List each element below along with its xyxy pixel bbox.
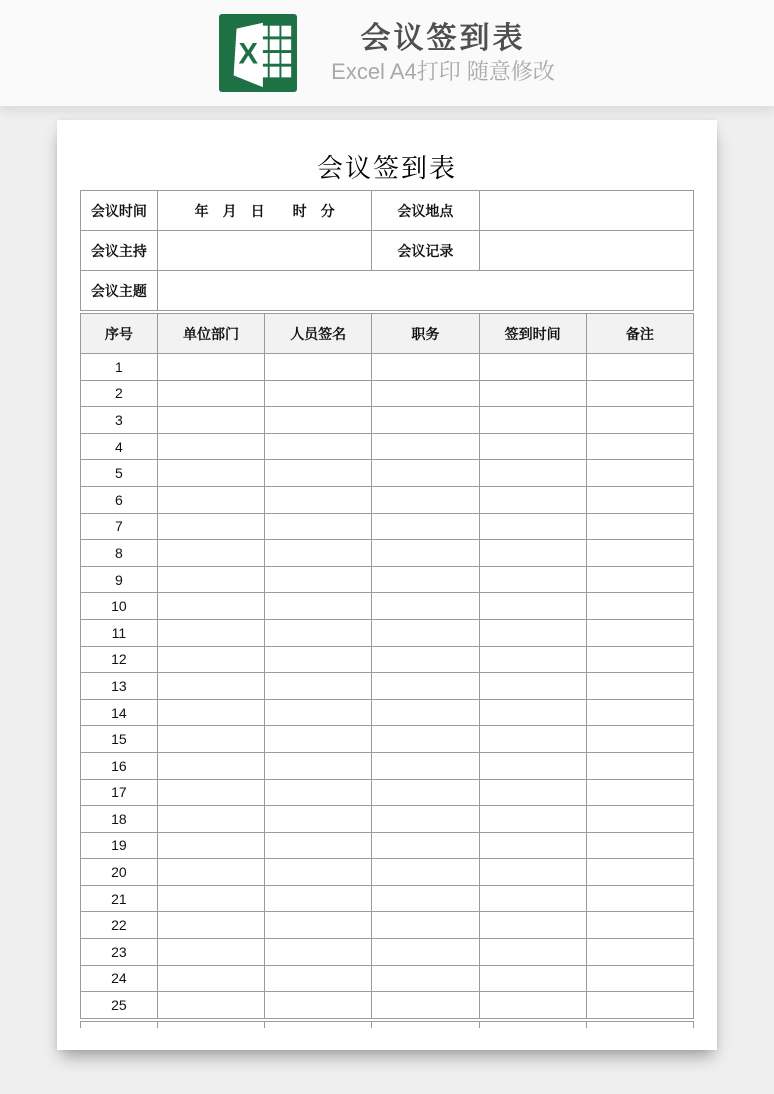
empty-cell bbox=[157, 460, 264, 487]
empty-cell bbox=[479, 380, 586, 407]
table-row bbox=[81, 486, 694, 513]
empty-cell bbox=[265, 752, 372, 779]
empty-cell bbox=[479, 566, 586, 593]
clipped-cell bbox=[372, 1022, 479, 1028]
empty-cell bbox=[586, 859, 693, 886]
row-number-cell: 24 bbox=[81, 965, 158, 992]
clipped-cell bbox=[81, 1022, 158, 1028]
table-row-clipped bbox=[80, 1021, 694, 1028]
empty-cell bbox=[586, 566, 693, 593]
empty-cell bbox=[157, 806, 264, 833]
empty-cell bbox=[157, 380, 264, 407]
meeting-info-table bbox=[80, 190, 694, 311]
value-meeting-topic bbox=[157, 271, 693, 311]
empty-cell bbox=[479, 593, 586, 620]
row-number-cell: 12 bbox=[81, 646, 158, 673]
empty-cell bbox=[157, 752, 264, 779]
empty-cell bbox=[372, 460, 479, 487]
empty-cell bbox=[372, 779, 479, 806]
column-header: 职务 bbox=[372, 314, 479, 354]
empty-cell bbox=[586, 619, 693, 646]
excel-icon bbox=[219, 14, 297, 92]
info-row-host-recorder bbox=[81, 231, 694, 271]
empty-cell bbox=[372, 566, 479, 593]
empty-cell bbox=[479, 939, 586, 966]
empty-cell bbox=[265, 779, 372, 806]
table-row bbox=[81, 752, 694, 779]
column-header: 单位部门 bbox=[157, 314, 264, 354]
row-number-cell: 21 bbox=[81, 885, 158, 912]
empty-cell bbox=[586, 460, 693, 487]
column-header: 人员签名 bbox=[265, 314, 372, 354]
empty-cell bbox=[265, 726, 372, 753]
empty-cell bbox=[157, 486, 264, 513]
empty-cell bbox=[157, 912, 264, 939]
table-row bbox=[81, 460, 694, 487]
row-number-cell: 18 bbox=[81, 806, 158, 833]
empty-cell bbox=[265, 486, 372, 513]
empty-cell bbox=[479, 779, 586, 806]
empty-cell bbox=[479, 486, 586, 513]
empty-cell bbox=[265, 992, 372, 1019]
empty-cell bbox=[265, 540, 372, 567]
table-row bbox=[81, 673, 694, 700]
empty-cell bbox=[479, 407, 586, 434]
row-number-cell: 3 bbox=[81, 407, 158, 434]
empty-cell bbox=[372, 513, 479, 540]
empty-cell bbox=[265, 965, 372, 992]
label-meeting-place: 会议地点 bbox=[372, 191, 479, 231]
empty-cell bbox=[586, 885, 693, 912]
empty-cell bbox=[372, 752, 479, 779]
row-number-cell: 16 bbox=[81, 752, 158, 779]
table-row bbox=[81, 699, 694, 726]
info-row-time-place bbox=[81, 191, 694, 231]
empty-cell bbox=[157, 354, 264, 381]
empty-cell bbox=[586, 965, 693, 992]
empty-cell bbox=[157, 513, 264, 540]
table-row bbox=[81, 726, 694, 753]
empty-cell bbox=[372, 486, 479, 513]
label-meeting-host: 会议主持 bbox=[81, 231, 158, 271]
column-header: 序号 bbox=[81, 314, 158, 354]
empty-cell bbox=[157, 965, 264, 992]
row-number-cell: 14 bbox=[81, 699, 158, 726]
empty-cell bbox=[479, 885, 586, 912]
table-row bbox=[81, 540, 694, 567]
empty-cell bbox=[372, 726, 479, 753]
empty-cell bbox=[372, 433, 479, 460]
table-row bbox=[81, 885, 694, 912]
table-row bbox=[81, 407, 694, 434]
row-number-cell: 19 bbox=[81, 832, 158, 859]
clipped-cell bbox=[265, 1022, 372, 1028]
empty-cell bbox=[265, 859, 372, 886]
empty-cell bbox=[157, 832, 264, 859]
empty-cell bbox=[265, 646, 372, 673]
table-row bbox=[81, 513, 694, 540]
empty-cell bbox=[372, 540, 479, 567]
empty-cell bbox=[372, 965, 479, 992]
column-header: 备注 bbox=[586, 314, 693, 354]
empty-cell bbox=[479, 699, 586, 726]
table-row bbox=[81, 806, 694, 833]
empty-cell bbox=[586, 486, 693, 513]
row-number-cell: 5 bbox=[81, 460, 158, 487]
empty-cell bbox=[479, 433, 586, 460]
empty-cell bbox=[586, 726, 693, 753]
document-page bbox=[57, 120, 717, 1050]
empty-cell bbox=[265, 433, 372, 460]
empty-cell bbox=[479, 859, 586, 886]
table-row bbox=[81, 619, 694, 646]
row-number-cell: 17 bbox=[81, 779, 158, 806]
row-number-cell: 6 bbox=[81, 486, 158, 513]
empty-cell bbox=[586, 992, 693, 1019]
empty-cell bbox=[372, 673, 479, 700]
empty-cell bbox=[157, 939, 264, 966]
empty-cell bbox=[586, 832, 693, 859]
empty-cell bbox=[265, 806, 372, 833]
empty-cell bbox=[372, 380, 479, 407]
clipped-cell bbox=[480, 1022, 587, 1028]
site-header bbox=[0, 0, 774, 106]
empty-cell bbox=[157, 859, 264, 886]
table-row bbox=[81, 646, 694, 673]
empty-cell bbox=[372, 939, 479, 966]
row-number-cell: 1 bbox=[81, 354, 158, 381]
table-row bbox=[81, 832, 694, 859]
empty-cell bbox=[586, 433, 693, 460]
empty-cell bbox=[265, 407, 372, 434]
column-header: 签到时间 bbox=[479, 314, 586, 354]
empty-cell bbox=[372, 912, 479, 939]
table-row bbox=[81, 593, 694, 620]
empty-cell bbox=[265, 885, 372, 912]
empty-cell bbox=[265, 619, 372, 646]
empty-cell bbox=[586, 646, 693, 673]
table-row bbox=[81, 433, 694, 460]
empty-cell bbox=[586, 939, 693, 966]
empty-cell bbox=[157, 407, 264, 434]
empty-cell bbox=[479, 965, 586, 992]
table-row bbox=[81, 912, 694, 939]
empty-cell bbox=[479, 726, 586, 753]
empty-cell bbox=[586, 699, 693, 726]
empty-cell bbox=[372, 619, 479, 646]
empty-cell bbox=[157, 566, 264, 593]
empty-cell bbox=[586, 752, 693, 779]
row-number-cell: 25 bbox=[81, 992, 158, 1019]
label-meeting-recorder: 会议记录 bbox=[372, 231, 479, 271]
empty-cell bbox=[265, 912, 372, 939]
banner-title: 会议签到表 bbox=[360, 21, 526, 55]
row-number-cell: 15 bbox=[81, 726, 158, 753]
table-row bbox=[81, 939, 694, 966]
value-meeting-place bbox=[479, 191, 693, 231]
empty-cell bbox=[157, 726, 264, 753]
doc-title: 会议签到表 bbox=[316, 153, 457, 183]
empty-cell bbox=[372, 354, 479, 381]
row-number-cell: 8 bbox=[81, 540, 158, 567]
excel-letter: X bbox=[238, 38, 259, 71]
empty-cell bbox=[265, 939, 372, 966]
empty-cell bbox=[586, 779, 693, 806]
table-row bbox=[81, 380, 694, 407]
empty-cell bbox=[265, 673, 372, 700]
empty-cell bbox=[586, 407, 693, 434]
empty-cell bbox=[372, 832, 479, 859]
label-meeting-time: 会议时间 bbox=[81, 191, 158, 231]
header-row bbox=[81, 314, 694, 354]
empty-cell bbox=[479, 354, 586, 381]
empty-cell bbox=[479, 806, 586, 833]
value-meeting-time: 年 月 日 时 分 bbox=[157, 191, 371, 231]
empty-cell bbox=[479, 460, 586, 487]
empty-cell bbox=[586, 540, 693, 567]
empty-cell bbox=[372, 593, 479, 620]
empty-cell bbox=[265, 513, 372, 540]
table-row bbox=[81, 566, 694, 593]
empty-cell bbox=[586, 513, 693, 540]
empty-cell bbox=[157, 885, 264, 912]
empty-cell bbox=[372, 885, 479, 912]
row-number-cell: 20 bbox=[81, 859, 158, 886]
empty-cell bbox=[479, 673, 586, 700]
empty-cell bbox=[586, 673, 693, 700]
signin-table bbox=[80, 313, 694, 1019]
empty-cell bbox=[372, 407, 479, 434]
empty-cell bbox=[479, 513, 586, 540]
table-row bbox=[81, 354, 694, 381]
empty-cell bbox=[157, 673, 264, 700]
clipped-cell bbox=[587, 1022, 694, 1028]
row-number-cell: 10 bbox=[81, 593, 158, 620]
info-row-topic bbox=[81, 271, 694, 311]
empty-cell bbox=[157, 779, 264, 806]
empty-cell bbox=[157, 646, 264, 673]
empty-cell bbox=[479, 992, 586, 1019]
table-row bbox=[81, 779, 694, 806]
row-number-cell: 9 bbox=[81, 566, 158, 593]
empty-cell bbox=[265, 354, 372, 381]
table-row bbox=[81, 965, 694, 992]
banner-subtitle: Excel A4打印 随意修改 bbox=[331, 58, 555, 84]
row-number-cell: 11 bbox=[81, 619, 158, 646]
empty-cell bbox=[157, 593, 264, 620]
table-row bbox=[81, 859, 694, 886]
empty-cell bbox=[157, 433, 264, 460]
empty-cell bbox=[265, 380, 372, 407]
empty-cell bbox=[586, 806, 693, 833]
empty-cell bbox=[372, 992, 479, 1019]
row-number-cell: 22 bbox=[81, 912, 158, 939]
clipped-cell bbox=[158, 1022, 265, 1028]
empty-cell bbox=[265, 699, 372, 726]
empty-cell bbox=[157, 540, 264, 567]
empty-cell bbox=[157, 992, 264, 1019]
empty-cell bbox=[265, 566, 372, 593]
value-meeting-recorder bbox=[479, 231, 693, 271]
label-meeting-topic: 会议主题 bbox=[81, 271, 158, 311]
row-number-cell: 4 bbox=[81, 433, 158, 460]
empty-cell bbox=[586, 912, 693, 939]
row-number-cell: 2 bbox=[81, 380, 158, 407]
empty-cell bbox=[586, 380, 693, 407]
empty-cell bbox=[157, 699, 264, 726]
empty-cell bbox=[372, 859, 479, 886]
row-number-cell: 13 bbox=[81, 673, 158, 700]
banner-text bbox=[331, 21, 555, 84]
empty-cell bbox=[479, 646, 586, 673]
empty-cell bbox=[265, 593, 372, 620]
row-number-cell: 23 bbox=[81, 939, 158, 966]
value-meeting-host bbox=[157, 231, 371, 271]
empty-cell bbox=[479, 752, 586, 779]
empty-cell bbox=[479, 912, 586, 939]
empty-cell bbox=[372, 646, 479, 673]
empty-cell bbox=[479, 540, 586, 567]
empty-cell bbox=[265, 832, 372, 859]
empty-cell bbox=[372, 806, 479, 833]
empty-cell bbox=[479, 619, 586, 646]
empty-cell bbox=[586, 593, 693, 620]
empty-cell bbox=[479, 832, 586, 859]
empty-cell bbox=[265, 460, 372, 487]
empty-cell bbox=[157, 619, 264, 646]
empty-cell bbox=[372, 699, 479, 726]
table-row bbox=[81, 992, 694, 1019]
empty-cell bbox=[586, 354, 693, 381]
row-number-cell: 7 bbox=[81, 513, 158, 540]
